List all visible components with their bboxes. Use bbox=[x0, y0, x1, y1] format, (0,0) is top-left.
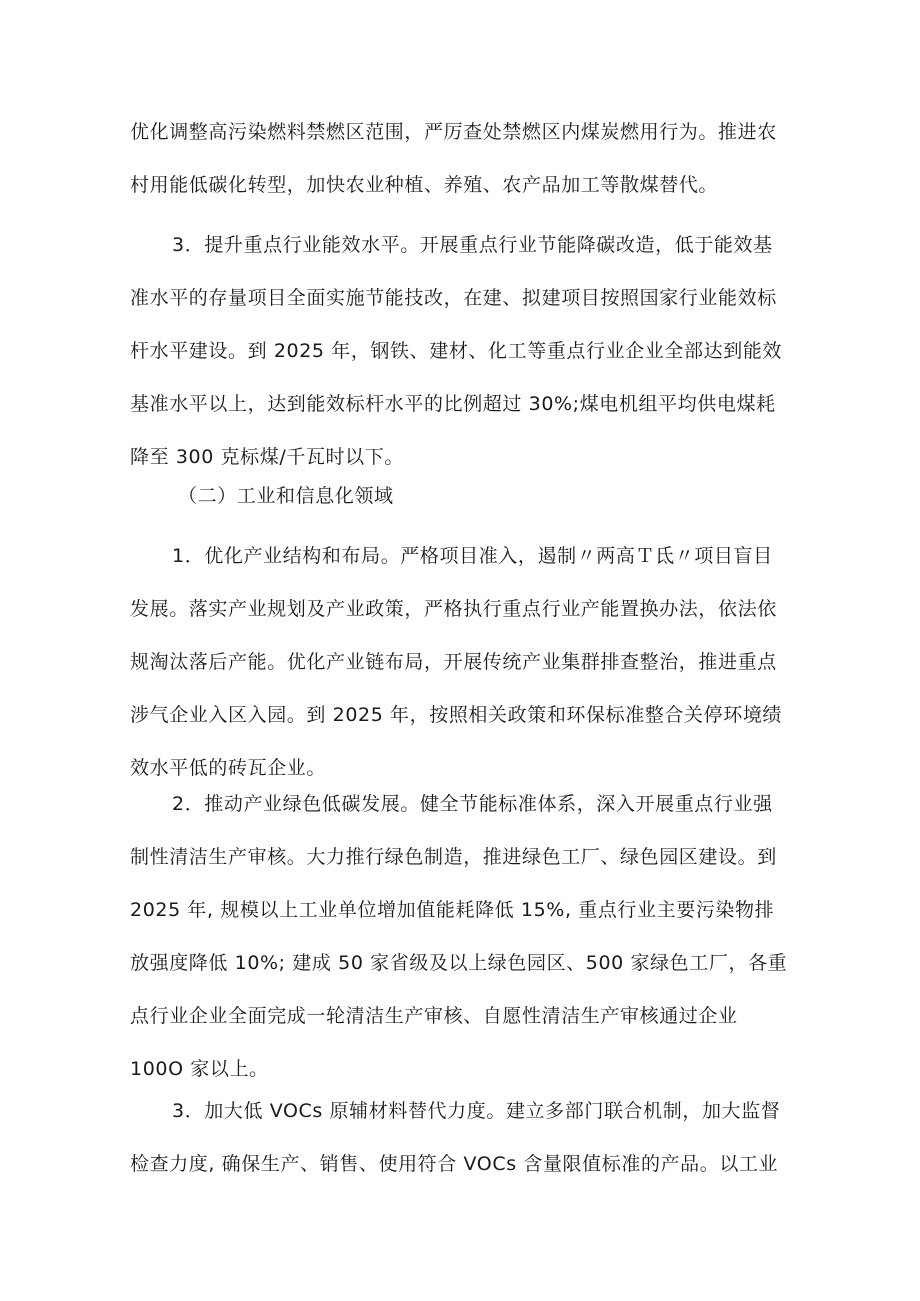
text-line: 发展。落实产业规划及产业政策，严格执行重点行业产能置换办法，依法依 bbox=[130, 598, 777, 620]
text-line: 点行业企业全面完成一轮清洁生产审核、自愿性清洁生产审核通过企业 bbox=[130, 1005, 738, 1027]
text-line: 基准水平以上，达到能效标杆水平的比例超过 30%;煤电机组平均供电煤耗 bbox=[130, 393, 776, 415]
section-heading bbox=[130, 470, 790, 523]
text-line: 2．推动产业绿色低碳发展。健全节能标准体系，深入开展重点行业强 bbox=[172, 793, 773, 815]
text-line: 降至 300 克标煤/千瓦时以下。 bbox=[130, 446, 404, 468]
paragraph-efficiency bbox=[130, 219, 790, 484]
paragraph-industry-structure bbox=[130, 530, 790, 795]
text-line: 优化调整高污染燃料禁燃区范围，严厉查处禁燃区内煤炭燃用行为。推进农 bbox=[130, 121, 777, 143]
text-line: 村用能低碳化转型，加快农业种植、养殖、农产品加工等散煤替代。 bbox=[130, 174, 719, 196]
text-line: 制性清洁生产审核。大力推行绿色制造，推进绿色工厂、绿色园区建设。到 bbox=[130, 846, 777, 868]
paragraph-vocs bbox=[130, 1085, 790, 1191]
section-heading-text: （二）工业和信息化领域 bbox=[178, 485, 394, 507]
text-line: 涉气企业入区入园。到 2025 年，按照相关政策和环保标准整合关停环境绩 bbox=[130, 704, 783, 726]
text-line: 放强度降低 10%; 建成 50 家省级及以上绿色园区、500 家绿色工厂，各重 bbox=[130, 952, 788, 974]
text-line: 准水平的存量项目全面实施节能技改，在建、拟建项目按照国家行业能效标 bbox=[130, 287, 777, 309]
paragraph-green-development bbox=[130, 778, 790, 1096]
text-line: 检查力度, 确保生产、销售、使用符合 VOCs 含量限值标准的产品。以工业 bbox=[130, 1153, 779, 1175]
text-line: 规淘汰落后产能。优化产业链布局，开展传统产业集群排查整治，推进重点 bbox=[130, 651, 777, 673]
paragraph-coal-control bbox=[130, 106, 790, 212]
text-line: 1．优化产业结构和布局。严格项目准入，遏制〃两高Ｔ氐〃项目盲目 bbox=[172, 545, 773, 567]
text-line: 效水平低的砖瓦企业。 bbox=[130, 757, 327, 779]
text-line: 杆水平建设。到 2025 年，钢铁、建材、化工等重点行业企业全部达到能效 bbox=[130, 340, 783, 362]
text-line: 3．加大低 VOCs 原辅材料替代力度。建立多部门联合机制，加大监督 bbox=[172, 1100, 781, 1122]
text-line: 3．提升重点行业能效水平。开展重点行业节能降碳改造，低于能效基 bbox=[172, 234, 773, 256]
text-line: 2025 年, 规模以上工业单位增加值能耗降低 15%, 重点行业主要污染物排 bbox=[130, 899, 775, 921]
text-line: 100O 家以上。 bbox=[130, 1058, 269, 1080]
